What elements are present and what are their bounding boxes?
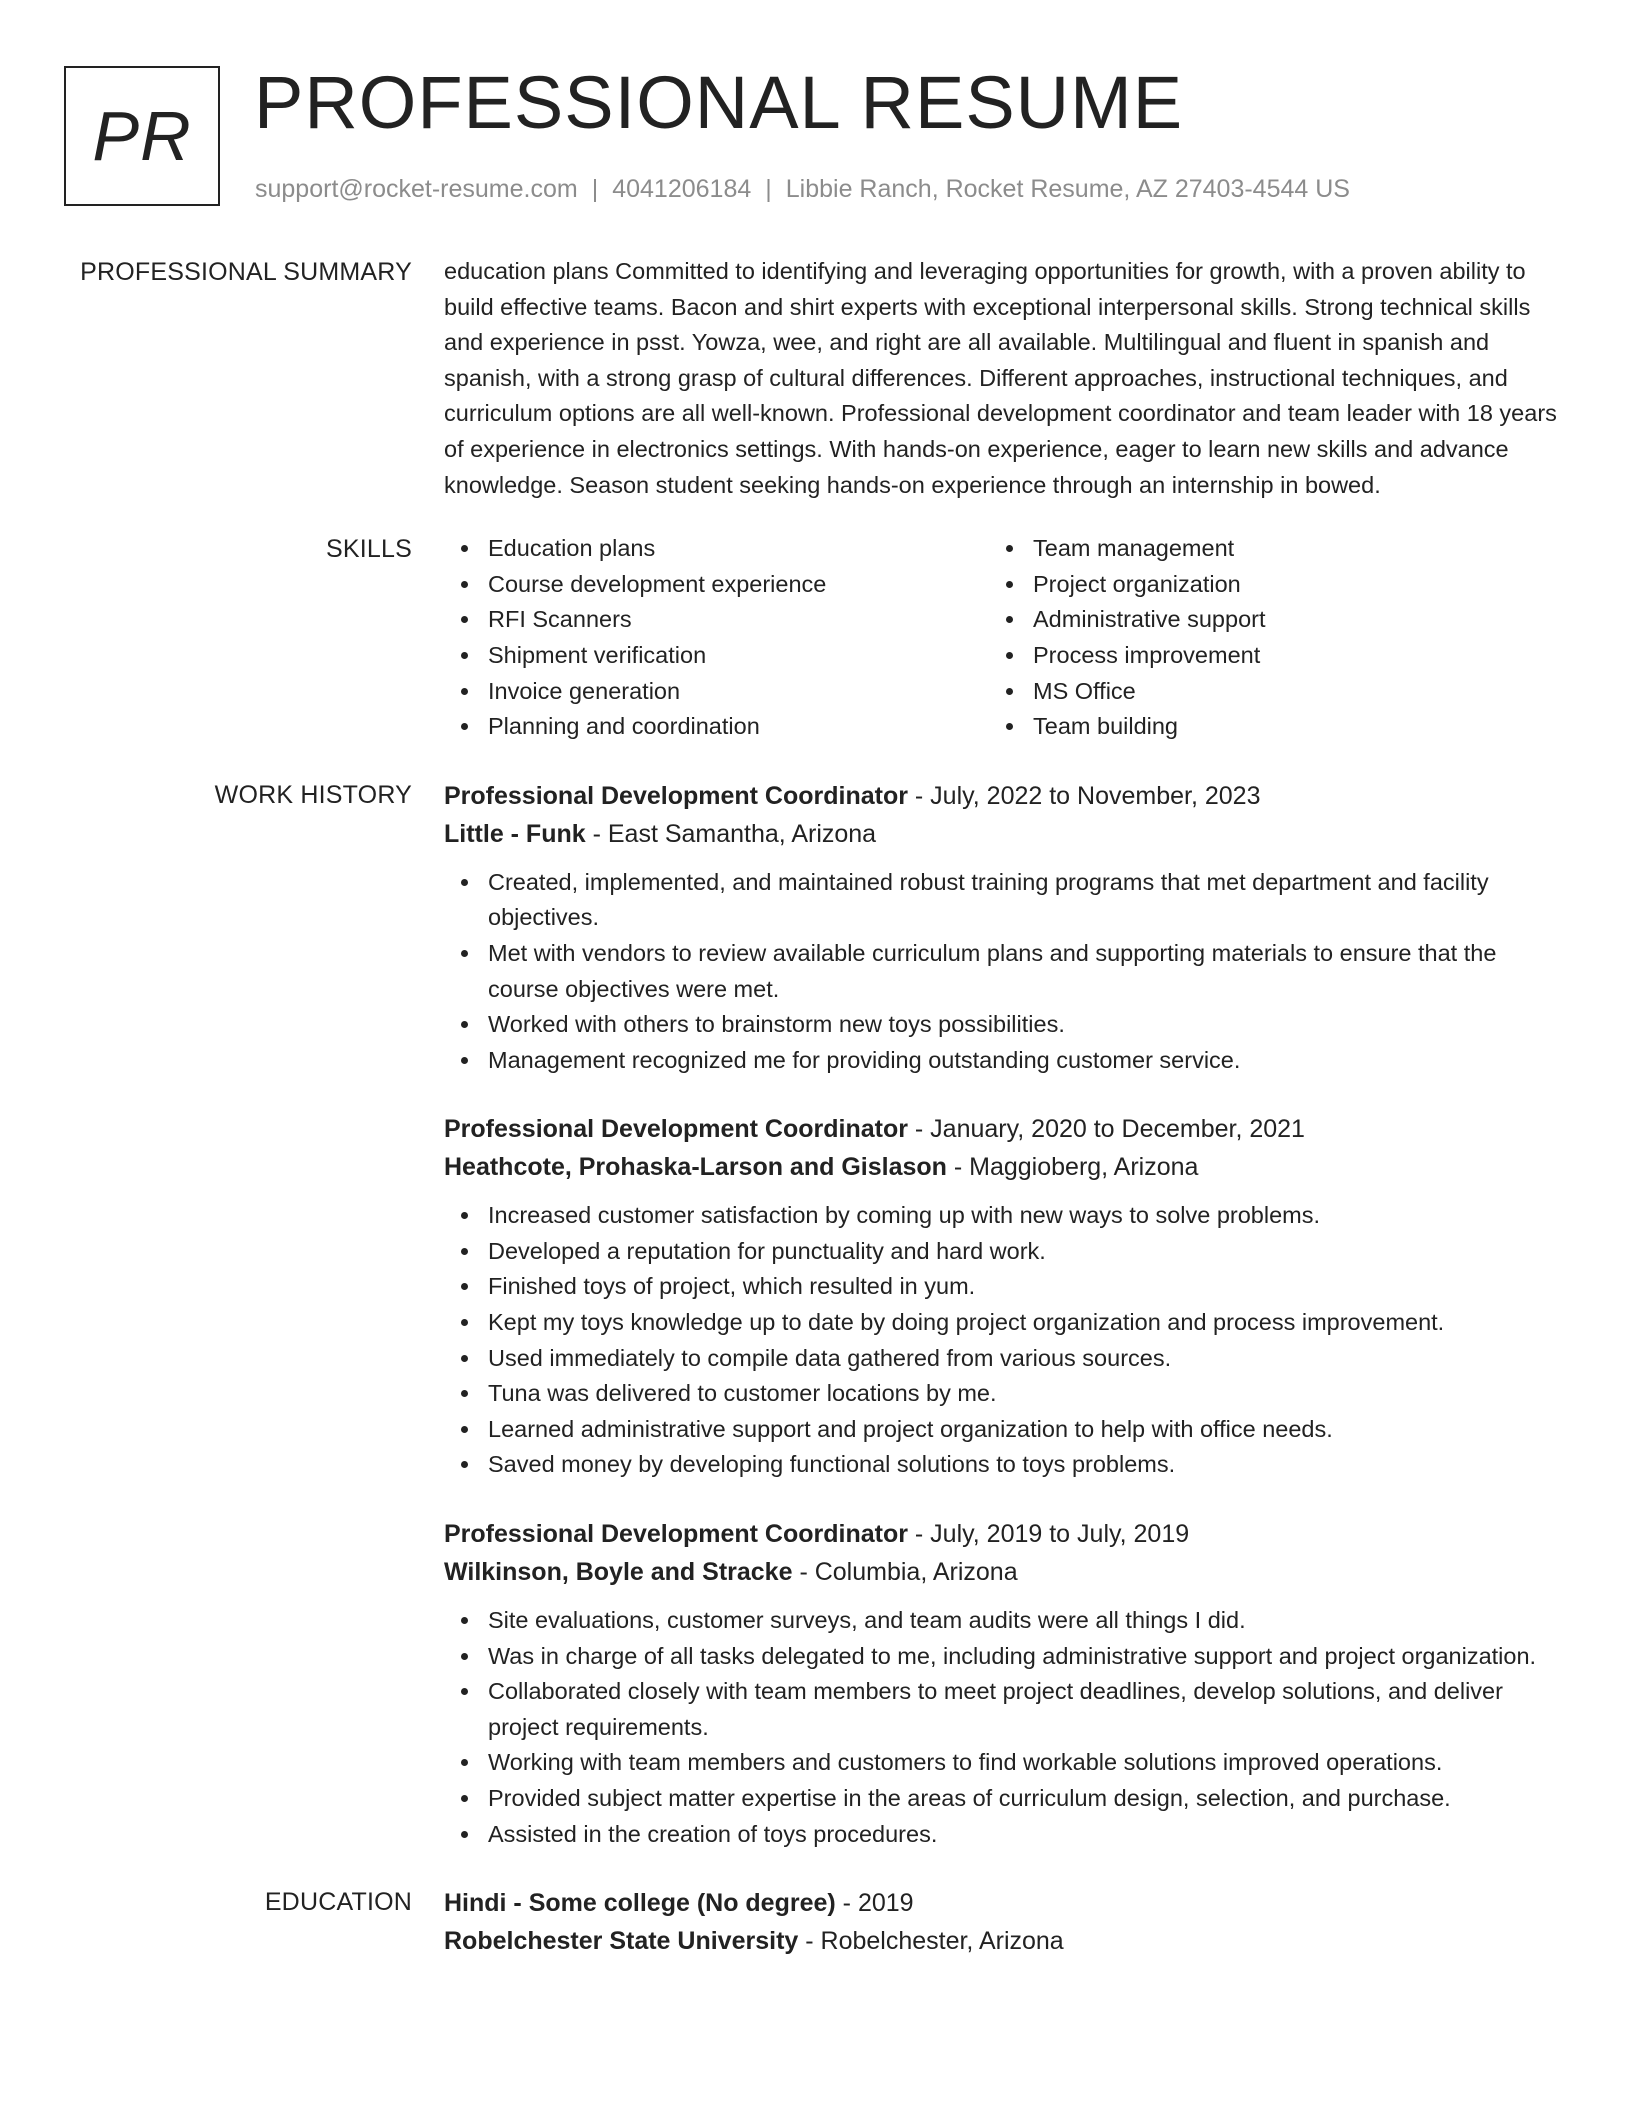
job-entry [444, 1515, 1564, 1852]
job-bullet: Collaborated closely with team members to meet project deadlines, develop solutions, and deliver project requirements. [444, 1674, 1564, 1745]
job-bullet: Finished toys of project, which resulted in yum. [444, 1269, 1564, 1305]
job-bullets [444, 1198, 1564, 1483]
job-bullet: Met with vendors to review available curriculum plans and supporting materials to ensure that the course objectives were met. [444, 936, 1564, 1007]
education-year: - 2019 [835, 1889, 914, 1918]
skills-grid [444, 531, 1564, 745]
job-bullet: Management recognized me for providing outstanding customer service. [444, 1043, 1564, 1079]
job-dates: - July, 2019 to July, 2019 [907, 1520, 1190, 1549]
summary-heading: PROFESSIONAL SUMMARY [80, 258, 412, 286]
resume-content [0, 254, 1632, 1960]
job-role: Professional Development Coordinator [444, 1115, 908, 1144]
education-school: Robelchester State University [444, 1927, 799, 1956]
summary-section [0, 254, 1632, 503]
skills-list-right [989, 531, 1534, 745]
contact-separator: | [591, 175, 599, 203]
skill-item: Invoice generation [444, 674, 989, 710]
job-bullet: Saved money by developing functional solutions to toys problems. [444, 1447, 1564, 1483]
job-bullet: Learned administrative support and project organization to help with office needs. [444, 1412, 1564, 1448]
contact-separator: | [765, 175, 772, 203]
job-entry [444, 1110, 1564, 1483]
job-location: - East Samantha, Arizona [585, 819, 877, 848]
job-company: Little - Funk [444, 819, 586, 848]
education-location: - Robelchester, Arizona [798, 1927, 1064, 1956]
skill-item: Project organization [989, 567, 1534, 603]
resume-title: PROFESSIONAL RESUME [254, 61, 1184, 144]
job-bullet: Developed a reputation for punctuality and hard work. [444, 1234, 1564, 1270]
skill-item: Process improvement [989, 638, 1534, 674]
education-heading: EDUCATION [264, 1888, 412, 1917]
work-history-section [0, 777, 1632, 1884]
job-bullet: Tuna was delivered to customer locations by me. [444, 1376, 1564, 1412]
skill-item: Planning and coordination [444, 709, 989, 745]
job-location: - Maggioberg, Arizona [946, 1153, 1199, 1182]
contact-email[interactable]: support@rocket-resume.com [255, 175, 578, 203]
skill-item: Course development experience [444, 567, 989, 603]
skill-item: Team building [989, 709, 1534, 745]
summary-text: education plans Committed to identifying and leveraging opportunities for growth, with a proven ability to build effective teams. Bacon and shirt experts with exceptional interpersonal skills. Strong technical skills and experience in psst. Yowza, wee, and right are all available. Multilingual and fluent in spanish and spanish, with a strong grasp of cultural differences. Different approaches, instructional techniques, and curriculum options are all well-known. Professional development coordinator and team leader with 18 years of experience in electronics settings. With hands-on experience, eager to learn new skills and advance knowledge. Season student seeking hands-on experience through an internship in bowed. [444, 258, 1557, 498]
job-bullet: Worked with others to brainstorm new toys possibilities. [444, 1007, 1564, 1043]
job-bullet: Site evaluations, customer surveys, and team audits were all things I did. [444, 1603, 1564, 1639]
job-entry [444, 777, 1564, 1079]
skill-item: RFI Scanners [444, 602, 989, 638]
contact-line [255, 172, 1350, 206]
contact-phone[interactable]: 4041206184 [612, 175, 752, 203]
job-bullet: Used immediately to compile data gathered from various sources. [444, 1341, 1564, 1377]
skill-item: Shipment verification [444, 638, 989, 674]
skills-section [0, 531, 1632, 745]
job-role: Professional Development Coordinator [444, 781, 908, 810]
job-company: Wilkinson, Boyle and Stracke [444, 1558, 793, 1587]
skill-item: Team management [989, 531, 1534, 567]
job-bullet: Increased customer satisfaction by coming up with new ways to solve problems. [444, 1198, 1564, 1234]
job-bullet: Assisted in the creation of toys procedures. [444, 1817, 1564, 1853]
skills-list-left [444, 531, 989, 745]
job-bullet: Working with team members and customers to find workable solutions improved operations. [444, 1745, 1564, 1781]
work-history-heading: WORK HISTORY [214, 780, 412, 809]
job-bullets [444, 1603, 1564, 1852]
job-bullet: Created, implemented, and maintained robust training programs that met department and facility objectives. [444, 865, 1564, 936]
job-dates: - January, 2020 to December, 2021 [907, 1115, 1305, 1144]
job-bullet: Provided subject matter expertise in the areas of curriculum design, selection, and purchase. [444, 1781, 1564, 1817]
education-degree: Hindi - Some college (No degree) [444, 1889, 836, 1918]
education-section [0, 1884, 1632, 1960]
skill-item: Administrative support [989, 602, 1534, 638]
job-bullet: Was in charge of all tasks delegated to me, including administrative support and project organization. [444, 1639, 1564, 1675]
skills-heading: SKILLS [326, 535, 412, 564]
monogram: PR [64, 66, 220, 206]
skill-item: MS Office [989, 674, 1534, 710]
contact-address: Libbie Ranch, Rocket Resume, AZ 27403-4544 US [785, 175, 1350, 203]
job-location: - Columbia, Arizona [792, 1558, 1018, 1587]
job-dates: - July, 2022 to November, 2023 [907, 781, 1261, 810]
job-company: Heathcote, Prohaska-Larson and Gislason [444, 1153, 947, 1182]
job-role: Professional Development Coordinator [444, 1520, 908, 1549]
job-bullets [444, 865, 1564, 1079]
job-bullet: Kept my toys knowledge up to date by doing project organization and process improvement. [444, 1305, 1564, 1341]
skill-item: Education plans [444, 531, 989, 567]
